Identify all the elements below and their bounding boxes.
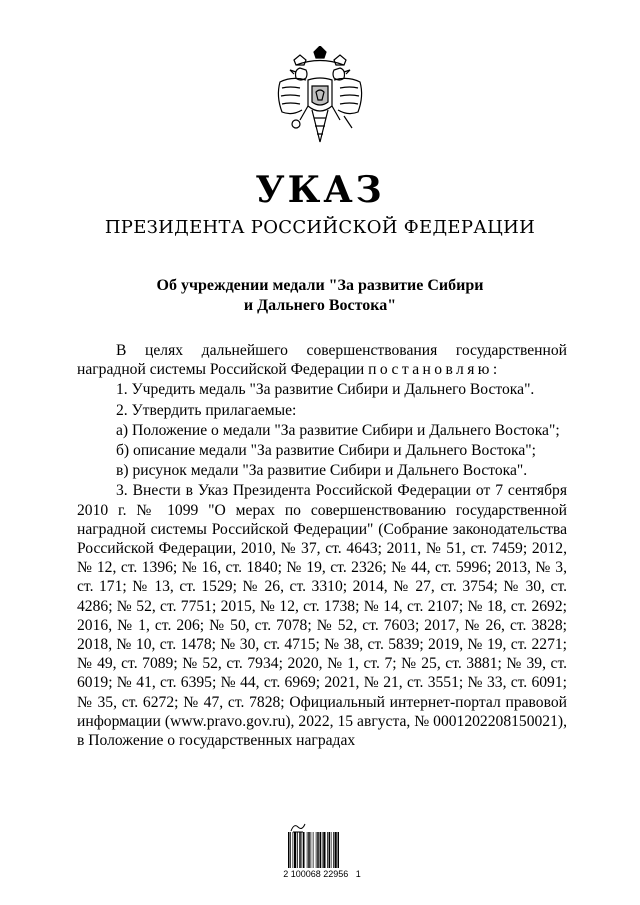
decree-body bbox=[77, 341, 567, 750]
item-2b-paragraph: б) описание медали "За развитие Сибири и Дальнего Востока"; bbox=[116, 442, 536, 460]
barcode-number: 2 100068 22956 1 bbox=[283, 869, 361, 879]
decree-heading bbox=[120, 276, 520, 316]
printing-house-logo-icon bbox=[290, 820, 306, 832]
issuer-subtitle: ПРЕЗИДЕНТА РОССИЙСКОЙ ФЕДЕРАЦИИ bbox=[104, 217, 536, 238]
item-2-paragraph: 2. Утвердить прилагаемые: bbox=[116, 401, 297, 419]
decree-heading-line-1: Об учреждении медали "За развитие Сибири bbox=[156, 277, 484, 294]
preamble-resolve-word: постановляю: bbox=[368, 361, 501, 379]
item-3-paragraph: 3. Внести в Указ Президента Российской Федерации от 7 сентября 2010 г. № 1099 "О мерах по совершенствованию государственной наградной системы Российской Федерации" (Собрание законодательства Российской Федерации, 2010, № 37, ст. 4643; 2011, № 51, ст. 7459; 2012, № 12, ст. 1396; № 16, ст. 1840; № 19, ст. 2326; № 44, ст. 5996; 2013, № 3, ст. 171; № 13, ст. 1529; № 26, ст. 3310; 2014, № 27, ст. 3754; № 30, ст. 4286; № 52, ст. 7751; 2015, № 12, ст. 1738; № 14, ст. 2107; № 18, ст. 2692; 2016, № 1, ст. 206; № 50, ст. 7078; № 52, ст. 7603; 2017, № 26, ст. 3828; 2018, № 10, ст. 1478; № 30, ст. 4715; № 38, ст. 5839; 2019, № 19, ст. 2271; № 49, ст. 7089; № 52, ст. 7934; 2020, № 1, ст. 7; № 25, ст. 3881; № 39, ст. 6019; № 41, ст. 6395; № 44, ст. 6969; 2021, № 21, ст. 3551; № 33, ст. 6091; № 35, ст. 6272; № 47, ст. 7828; Официальный интернет-портал правовой информации (www.pravo.gov.ru), 2022, 15 августа, № 0001202208150021), в Положение о государственных наградах bbox=[77, 482, 567, 750]
item-2a-paragraph: а) Положение о медали "За развитие Сибири и Дальнего Востока"; bbox=[116, 421, 560, 439]
barcode-block bbox=[280, 820, 364, 880]
item-1-paragraph: 1. Учредить медаль "За развитие Сибири и Дальнего Востока". bbox=[116, 381, 535, 399]
preamble-paragraph bbox=[77, 341, 567, 379]
decree-heading-line-2: и Дальнего Востока" bbox=[243, 297, 397, 314]
coat-of-arms-icon bbox=[272, 46, 368, 150]
document-type-title: УКАЗ bbox=[255, 169, 385, 211]
barcode-icon bbox=[288, 832, 358, 868]
item-2c-paragraph: в) рисунок медали "За развитие Сибири и Дальнего Востока". bbox=[116, 462, 528, 480]
preamble-text: В целях дальнейшего совершенствования государственной наградной системы Российской Федерации bbox=[77, 342, 567, 379]
